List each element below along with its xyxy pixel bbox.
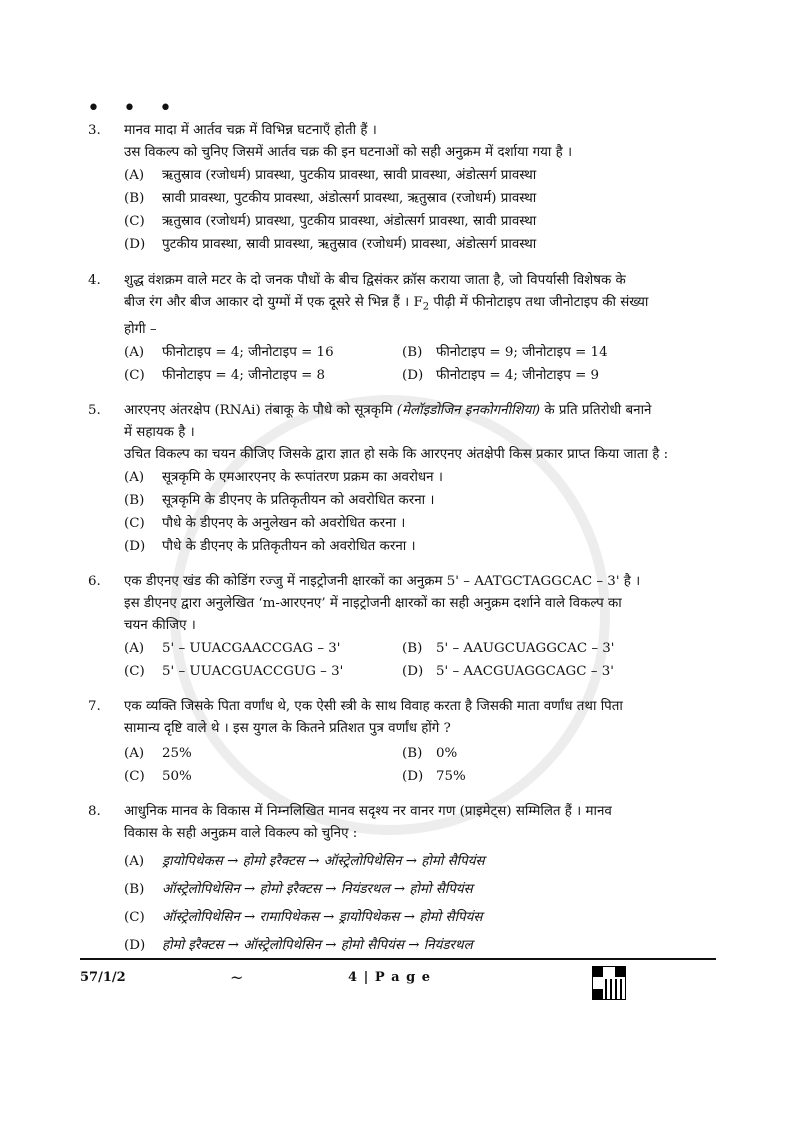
question-text: आधुनिक मानव के विकास में निम्नलिखित मानव सदृश्य नर वानर गण (प्राइमेट्स) सम्मिलित हैं । मानव (124, 803, 612, 819)
option-b: (B) फीनोटाइप = 9; जीनोटाइप = 14 (402, 344, 608, 360)
question-5 (80, 400, 720, 558)
footer-tilde: ~ (230, 968, 244, 987)
question-number: 6. (88, 573, 101, 589)
questions-container (80, 120, 720, 970)
option-c: (C) 50% (124, 768, 192, 784)
question-number: 3. (88, 123, 101, 138)
question-number: 7. (88, 698, 101, 714)
qr-code-icon (592, 966, 626, 1000)
question-text: विकास के सही अनुक्रम वाले विकल्प को चुनिए : (124, 825, 358, 841)
question-text: एक व्यक्ति जिसके पिता वर्णांध थे, एक ऐसी स्त्री के साथ विवाह करता है जिसकी माता वर्णांध तथा पिता (124, 698, 623, 714)
option-a: (A) फीनोटाइप = 4; जीनोटाइप = 16 (124, 344, 334, 360)
question-text: मानव मादा में आर्तव चक्र में विभिन्न घटनाएँ होती हैं । (124, 123, 377, 138)
option-c: (C) 5' – UUACGUACCGUG – 3' (124, 663, 344, 679)
question-text: एक डीएनए खंड की कोडिंग रज्जु में नाइट्रोजनी क्षारकों का अनुक्रम 5' – AATGCTAGGCAC – 3' है । (124, 573, 641, 589)
option-d: (D) पुटकीय प्रावस्था, स्रावी प्रावस्था, ऋतुस्राव (रजोधर्म) प्रावस्था, अंडोत्सर्ग प्रावस्था (124, 237, 537, 252)
option-c: (C) पौधे के डीएनए के अनुलेखन को अवरोधित करना । (124, 515, 406, 531)
page-number: 4 | P a g e (348, 970, 431, 985)
option-d: (D) फीनोटाइप = 4; जीनोटाइप = 9 (402, 367, 600, 383)
question-text: शुद्ध वंशक्रम वाले मटर के दो जनक पौधों के बीच द्विसंकर क्रॉस कराया जाता है, जो विपर्यासी विशेषक के (124, 273, 626, 288)
continuation-dots: • • • (87, 96, 180, 121)
option-d: (D) 75% (402, 768, 466, 784)
option-a: (A) सूत्रकृमि के एमआरएनए के रूपांतरण प्रक्रम का अवरोधन । (124, 469, 443, 485)
options-grid (124, 742, 720, 788)
question-3 (80, 120, 720, 256)
question-text: आरएनए अंतरक्षेप (RNAi) तंबाकू के पौधे को सूत्रकृमि (मेलॉइडोजिन इनकोगनीशिया) के प्रति प्रतिरोधी बनाने (124, 402, 652, 418)
option-d: (D) होमो इरैक्टस → ऑस्ट्रेलोपिथेसिन → होमो सैपियंस → नियंडरथल (124, 937, 473, 953)
question-text: में सहायक है । (124, 424, 195, 440)
option-b: (B) 5' – AAUGCUAGGCAC – 3' (402, 640, 615, 656)
question-text: होगी – (124, 321, 157, 337)
question-text: चयन कीजिए । (124, 617, 196, 633)
option-d: (D) पौधे के डीएनए के प्रतिकृतीयन को अवरोधित करना । (124, 538, 416, 554)
option-c: (C) फीनोटाइप = 4; जीनोटाइप = 8 (124, 367, 326, 383)
options-grid (124, 637, 720, 683)
option-a: (A) ऋतुस्राव (रजोधर्म) प्रावस्था, पुटकीय प्रावस्था, स्रावी प्रावस्था, अंडोत्सर्ग प्रावस्था (124, 168, 537, 183)
question-text: इस डीएनए द्वारा अनुलेखित ‘m-आरएनए’ में नाइट्रोजनी क्षारकों का सही अनुक्रम दर्शाने वाले विकल्प का (124, 595, 622, 611)
option-d: (D) 5' – AACGUAGGCAGC – 3' (402, 663, 614, 679)
options-grid (124, 341, 720, 387)
option-a: (A) 25% (124, 745, 192, 761)
question-8 (80, 801, 720, 957)
option-b: (B) स्रावी प्रावस्था, पुटकीय प्रावस्था, अंडोत्सर्ग प्रावस्था, ऋतुस्राव (रजोधर्म) प्रावस्था (124, 191, 537, 206)
question-number: 5. (88, 402, 101, 418)
option-c: (C) ऋतुस्राव (रजोधर्म) प्रावस्था, पुटकीय प्रावस्था, अंडोत्सर्ग प्रावस्था, स्रावी प्रावस्था (124, 214, 537, 229)
option-c: (C) ऑस्ट्रेलोपिथेसिन → रामापिथेकस → ड्रायोपिथेकस → होमो सैपियंस (124, 909, 483, 925)
option-b: (B) 0% (402, 745, 458, 761)
page-footer (80, 970, 716, 1010)
question-text: उचित विकल्प का चयन कीजिए जिसके द्वारा ज्ञात हो सके कि आरएनए अंतक्षेपी किस प्रकार प्राप्त किया जाता है : (124, 446, 669, 462)
question-number: 4. (88, 273, 101, 288)
question-text: बीज रंग और बीज आकार दो युग्मों में एक दूसरे से भिन्न हैं । $F_2$ पीढ़ी में फीनोटाइप तथा जीनोटाइप की संख्या (124, 295, 649, 313)
option-a: (A) ड्रायोपिथेकस → होमो इरैक्टस → ऑस्ट्रेलोपिथेसिन → होमो सैपियंस (124, 853, 485, 869)
footer-divider (80, 958, 716, 960)
option-b: (B) ऑस्ट्रेलोपिथेसिन → होमो इरैक्टस → नियंडरथल → होमो सैपियंस (124, 881, 473, 897)
question-text: उस विकल्प को चुनिए जिसमें आर्तव चक्र की इन घटनाओं को सही अनुक्रम में दर्शाया गया है । (124, 145, 573, 160)
question-4 (80, 270, 720, 387)
species-name: (मेलॉइडोजिन इनकोगनीशिया) (396, 402, 541, 418)
question-6 (80, 571, 720, 683)
question-text: सामान्य दृष्टि वाले थे । इस युगल के कितने प्रतिशत पुत्र वर्णांध होंगे ? (124, 720, 451, 736)
option-a: (A) 5' – UUACGAACCGAG – 3' (124, 640, 341, 656)
option-b: (B) सूत्रकृमि के डीएनए के प्रतिकृतीयन को अवरोधित करना । (124, 492, 435, 508)
paper-code: 57/1/2 (80, 970, 126, 985)
question-number: 8. (88, 803, 101, 819)
question-7 (80, 696, 720, 788)
